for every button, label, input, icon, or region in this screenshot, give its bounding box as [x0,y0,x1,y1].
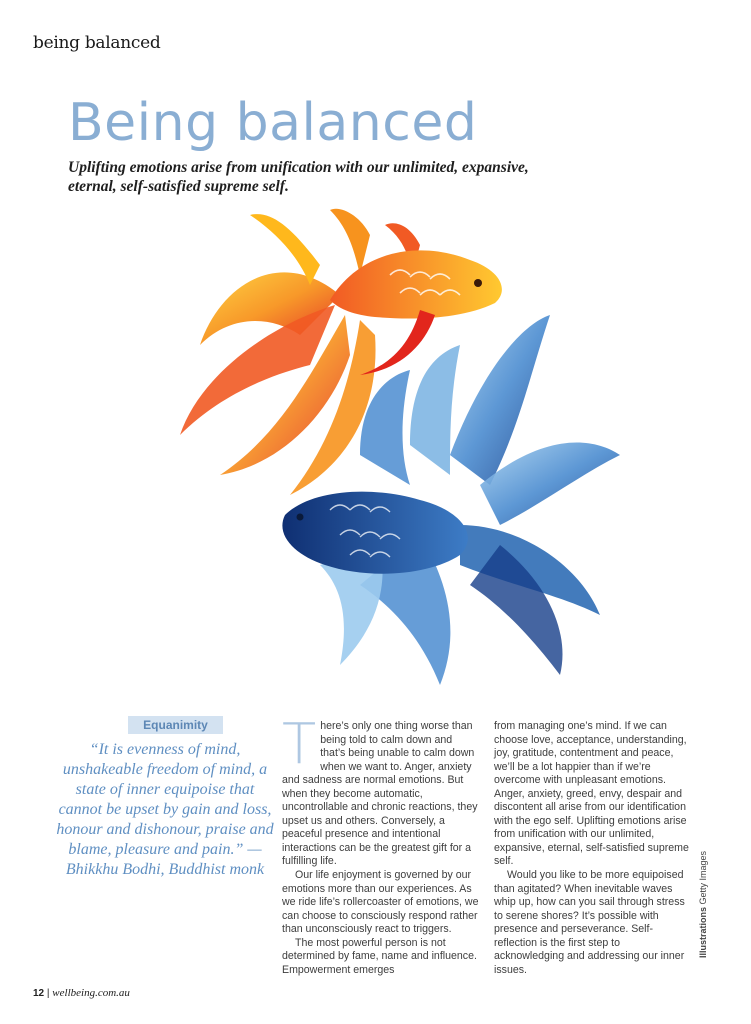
body-column-1 [282,712,479,977]
body-paragraph: from managing one’s mind. If we can choose love, acceptance, understanding, joy, gratitude, contentment and peace, we’ll be a lot happier than if we’re overcome with unpleasant emotions. Anger, anxiety, greed, envy, despair and discontent all arise from our identification with the ego self. Uplifting emotions arise from unification with our unlimited, expansive, eternal, self-satisfied supreme self. [494,720,689,868]
page-title: Being balanced [68,93,478,153]
page-number: 12 [33,988,45,999]
body-column-2 [494,720,691,977]
body-paragraph [282,712,479,869]
footer-separator: | [46,988,50,999]
drop-cap: T [282,712,317,777]
site-url: wellbeing.com.au [52,987,130,999]
page-footer [33,987,130,999]
fish-illustration [160,205,640,705]
paragraph-text: here’s only one thing worse than being told to calm down and that’s being unable to calm down when we want to. Anger, anxiety and sadness are normal emotions. But when they become automatic, uncontrollable and chronic reactions, they upset us and others. Conversely, a peaceful presence and intentional interactions can be the greatest gift for a fulfilling life. [282,720,478,868]
pull-quote: “It is evenness of mind, unshakeable freedom of mind, a state of inner equipoise that cannot be upset by gain and loss, honour and dishonour, praise and blame, pleasure and pain.” — Bhikkhu Bodhi, Buddhist monk [56,741,274,878]
credit-label: Illustrations [698,906,708,958]
sidebar-tag: Equanimity [128,716,223,734]
body-paragraph: The most powerful person is not determined by fame, name and influence. Empowerment emerges [282,936,477,976]
standfirst: Uplifting emotions arise from unification with our unlimited, expansive, eternal, self-satisfied supreme self. [68,159,529,195]
credit-value: Getty Images [698,850,708,905]
section-label: being balanced [33,33,161,53]
body-paragraph: Our life enjoyment is governed by our emotions more than our experiences. As we ride life’s rollercoaster of emotions, we can choose to consciously respond rather than unconsciously react to triggers. [282,869,479,936]
illustration-credit [698,851,708,958]
body-paragraph: Would you like to be more equipoised than agitated? When inevitable waves whip up, how can you sail through stress to serene shores? It’s possible with presence and perseverance. Self-reflection is the first step to acknowledging and addressing our inner issues. [494,869,685,976]
